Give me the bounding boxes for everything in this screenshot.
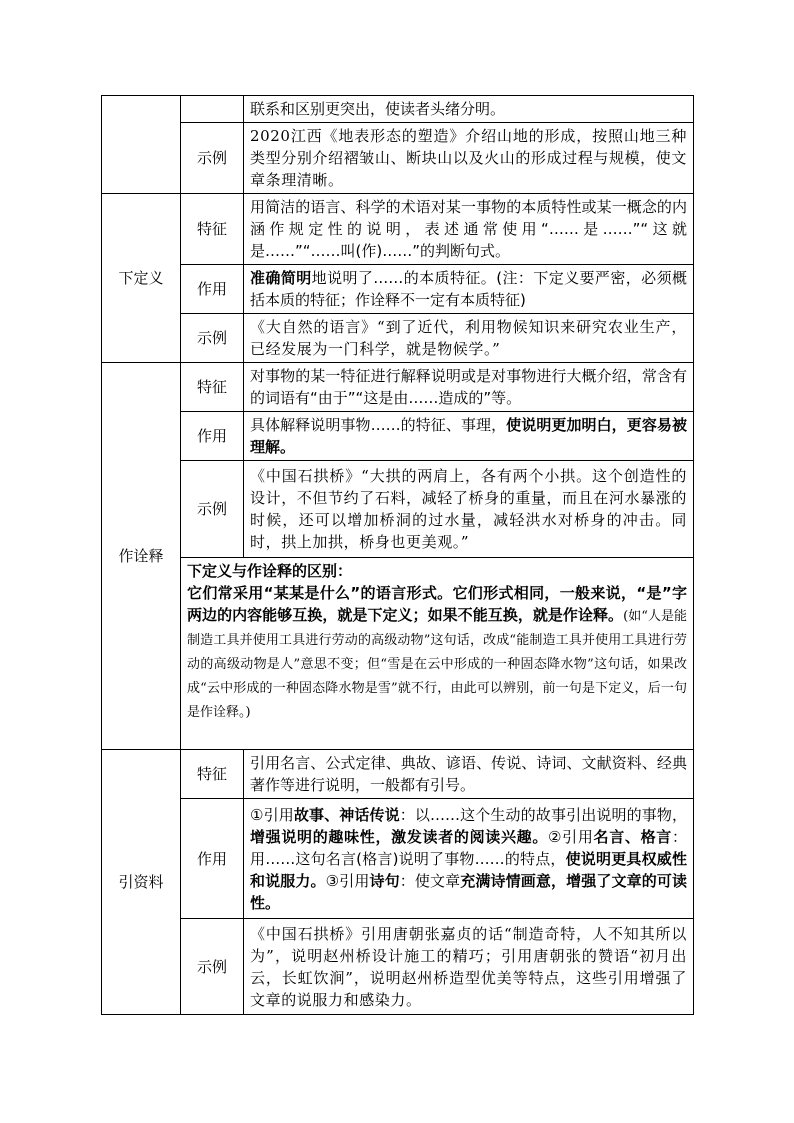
category-cell-prev (102, 96, 181, 194)
table-row (102, 123, 694, 194)
explanation-example-text: 《中国石拱桥》“大拱的两肩上，各有两个小拱。这个创造性的设计，不但节约了石料，减轻了桥身的重量，而且在河水暴涨的时候，还可以增加桥洞的过水量，减轻洪水对桥身的冲击。同时，拱上加拱，桥身也更美观。” (244, 461, 694, 558)
difference-title: 下定义与作诠释的区别： (187, 562, 353, 580)
plain-text: 地说明了……的本质特征。(注：下定义要严密，必须概括本质的特征；作诠释不一定有本质特征) (250, 269, 687, 309)
example-label: 示例 (181, 123, 244, 194)
function-label: 作用 (181, 265, 244, 314)
definition-function-text (244, 265, 694, 314)
explanation-function-text (244, 412, 694, 461)
bold-text: 诗句 (369, 871, 400, 890)
continued-text: 联系和区别更突出，使读者头绪分明。 (244, 96, 694, 123)
function-label: 作用 (181, 799, 244, 919)
difference-note-cell (181, 558, 694, 750)
plain-text: ：使文章 (399, 871, 461, 890)
function-label: 作用 (181, 412, 244, 461)
citation-function-text (244, 799, 694, 919)
plain-text: ②引用 (548, 827, 594, 846)
bold-text: 名言、格言 (593, 827, 672, 846)
feature-label: 特征 (181, 750, 244, 799)
feature-label: 特征 (181, 194, 244, 265)
bold-text: 增强说明的趣味性，激发读者的阅读兴趣。 (250, 827, 549, 846)
table-row (102, 194, 694, 265)
table-row (102, 461, 694, 558)
difference-note: (如“人是能制造工具并使用工具进行劳动的高级动物”这句话，改成“能制造工具并使用工具进行劳动的高级动物是人”意思不变；但“雪是在云中形成的一种固态降水物”这句话，如果改成“云中形成的一种固态降水物是雪”就不行，由此可以辨别，前一句是下定义，后一句是作诠释。) (187, 609, 687, 720)
example-label: 示例 (181, 314, 244, 363)
plain-text: ①引用 (250, 805, 294, 824)
citation-example-text: 《中国石拱桥》引用唐朝张嘉贞的话“制造奇特，人不知其所以为”，说明赵州桥设计施工的精巧；引用唐朝张的赞语“初月出云，长虹饮涧”，说明赵州桥造型优美等特点，这些引用增强了文章的说服力和感染力。 (244, 919, 694, 1015)
bold-text: 故事、神话传说 (293, 805, 400, 824)
plain-text: 具体解释说明事物……的特征、事理， (250, 416, 507, 434)
feature-label: 特征 (181, 363, 244, 412)
plain-text: ：用……这句名言(格言)说明了事物……的特点， (250, 827, 687, 868)
category-definition: 下定义 (102, 194, 181, 363)
table-row (102, 314, 694, 363)
example-text: 2020江西《地表形态的塑造》介绍山地的形成，按照山地三种类型分别介绍褶皱山、断块山以及火山的形成过程与规模，使文章条理清晰。 (244, 123, 694, 194)
example-label: 示例 (181, 461, 244, 558)
bold-text: 充满诗情画意，增强了文章的可读性。 (250, 871, 687, 912)
category-explanation: 作诠释 (102, 363, 181, 750)
bold-text: 使说明更具权威性和说服力。 (250, 849, 687, 890)
example-label: 示例 (181, 919, 244, 1015)
plain-text: ：以……这个生动的故事引出说明的事物， (399, 805, 687, 824)
table-row (102, 919, 694, 1015)
table-row (102, 363, 694, 412)
table-row (102, 558, 694, 750)
difference-bold: 它们常采用“某某是什么”的语言形式。它们形式相同，一般来说，“是”字两边的内容能够互换，就是下定义；如果不能互换，就是作诠释。 (187, 584, 687, 624)
subcategory-cell-empty (181, 96, 244, 123)
plain-text: ③引用 (325, 871, 370, 890)
table-row (102, 412, 694, 461)
explanation-methods-table (101, 95, 694, 1015)
definition-feature-text: 用简洁的语言、科学的术语对某一事物的本质特性或某一概念的内涵作规定性的说明，表述通常使用“……是……”“这就是……”“……叫(作)……”的判断句式。 (244, 194, 694, 265)
table-row (102, 799, 694, 919)
table-row (102, 750, 694, 799)
citation-feature-text: 引用名言、公式定律、典故、谚语、传说、诗词、文献资料、经典著作等进行说明，一般都有引号。 (244, 750, 694, 799)
category-citation: 引资料 (102, 750, 181, 1015)
explanation-feature-text: 对事物的某一特征进行解释说明或是对事物进行大概介绍，常含有的词语有“由于”“这是由……造成的”等。 (244, 363, 694, 412)
table-row (102, 96, 694, 123)
bold-text: 使说明更加明白，更容易被理解。 (250, 416, 687, 456)
bold-text: 准确简明 (250, 269, 312, 287)
definition-example-text: 《大自然的语言》“到了近代，利用物候知识来研究农业生产，已经发展为一门科学，就是物候学。” (244, 314, 694, 363)
table-row (102, 265, 694, 314)
